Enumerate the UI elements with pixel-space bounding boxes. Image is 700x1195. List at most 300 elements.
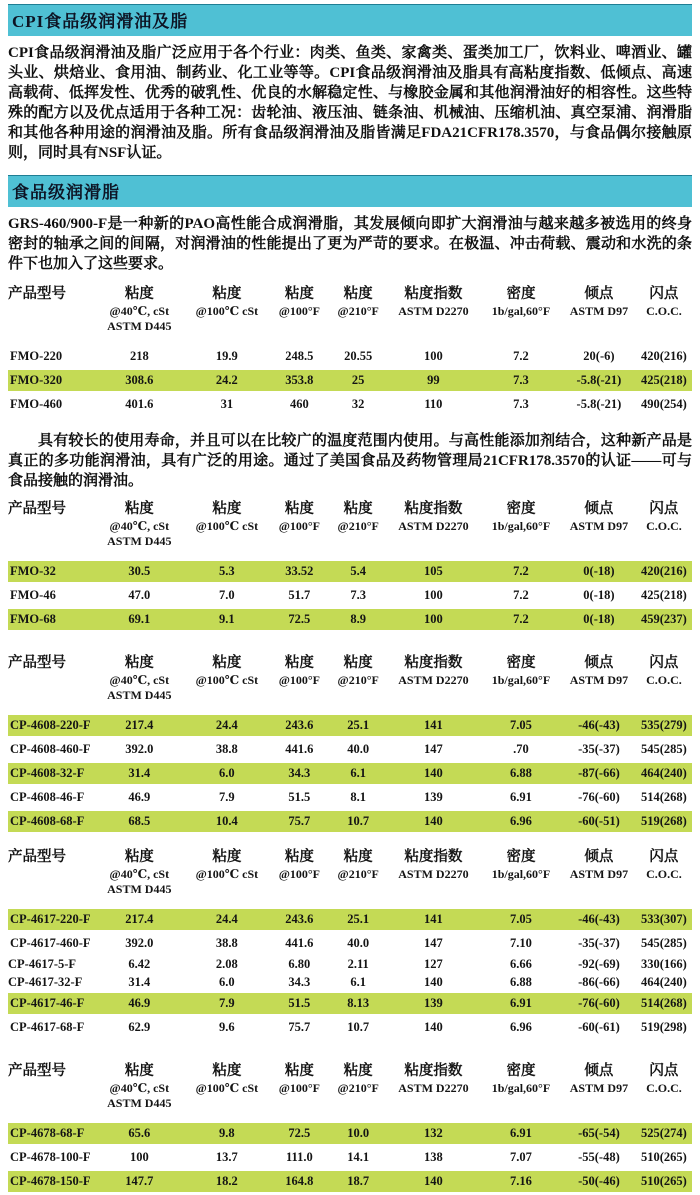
fmo-paragraph: 具有较长的使用寿命，并且可以在比较广的温度范围内使用。与高性能添加剂结合，这种新产品是真正的多功能润滑油，具有广泛的用途。通过了美国食品及药物管理局21CFR178.3570的认证——可与食品接触的润滑油。 — [8, 433, 692, 489]
column-header-subtitle: C.O.C. — [646, 867, 682, 881]
column-header-title: 产品型号 — [8, 501, 66, 517]
spec-value: 6.66 — [510, 957, 532, 971]
spec-value: 6.1 — [350, 975, 366, 989]
column-header — [184, 654, 269, 712]
column-header-title: 粘度指数 — [404, 286, 463, 302]
column-header-title: 粘度 — [284, 286, 314, 302]
spec-value: 51.5 — [288, 790, 311, 804]
table-row — [8, 811, 692, 832]
spec-value: 330(166) — [641, 957, 687, 971]
column-header-subtitle: 1b/gal,60°F — [491, 867, 551, 881]
column-header-subtitle: ASTM D2270 — [398, 519, 469, 533]
spec-value: 31 — [220, 397, 234, 411]
column-header-subtitle: @100℃ cSt — [195, 1081, 259, 1095]
column-header-title: 倾点 — [584, 1063, 614, 1079]
column-header — [269, 848, 329, 906]
spec-value: 425(218) — [636, 370, 692, 391]
spec-value: 545(285) — [641, 936, 687, 950]
spec-value: 100 — [424, 588, 443, 602]
spec-value: 441.6 — [285, 742, 314, 756]
spec-value: 7.2 — [480, 561, 562, 582]
column-header-title: 粘度 — [212, 655, 242, 671]
section-header-main-label: CPI食品级润滑油及脂 — [12, 12, 189, 31]
table-row — [8, 394, 692, 415]
spec-table — [8, 845, 692, 1041]
table-header-row — [8, 654, 692, 712]
column-header-subtitle: @100°F — [278, 1081, 320, 1095]
column-header-title: 粘度 — [343, 849, 373, 865]
column-header-title: 倾点 — [584, 849, 614, 865]
table-row — [8, 1171, 692, 1192]
spec-value: 127 — [424, 957, 443, 971]
column-header-title: 粘度 — [212, 849, 242, 865]
column-header-title: 密度 — [506, 655, 536, 671]
column-header-subtitle: ASTM D445 — [107, 1096, 172, 1110]
spec-value: 7.2 — [513, 349, 529, 363]
spec-value: 147.7 — [94, 1171, 184, 1192]
spec-table-fmo-heavy — [8, 282, 692, 418]
table-row — [8, 957, 692, 972]
column-header — [184, 500, 269, 558]
product-model: CP-4678-100-F — [10, 1150, 91, 1164]
table-row — [8, 609, 692, 630]
column-header — [387, 500, 480, 558]
column-header-title: 粘度 — [284, 849, 314, 865]
spec-value: 14.1 — [347, 1150, 370, 1164]
column-header-title: 粘度指数 — [404, 655, 463, 671]
column-header-title: 产品型号 — [8, 286, 66, 302]
spec-table-cp4678 — [8, 1059, 692, 1195]
spec-value: 420(216) — [636, 561, 692, 582]
column-header-title: 粘度 — [212, 1063, 242, 1079]
spec-value: 308.6 — [94, 370, 184, 391]
column-header-subtitle: @100°F — [278, 519, 320, 533]
spec-table-cp4608 — [8, 651, 692, 835]
column-header — [636, 848, 692, 906]
spec-value: 99 — [387, 370, 480, 391]
spec-value: 20.55 — [344, 349, 373, 363]
spec-value: -55(-48) — [578, 1150, 620, 1164]
column-header-title: 闪点 — [649, 655, 679, 671]
spec-value: 139 — [424, 790, 443, 804]
column-header — [8, 1062, 94, 1120]
column-header — [184, 285, 269, 343]
column-header-title: 粘度 — [284, 1063, 314, 1079]
column-header-subtitle: @210°F — [337, 867, 379, 881]
column-header — [329, 1062, 386, 1120]
spec-value: 141 — [387, 715, 480, 736]
table-row — [8, 346, 692, 367]
column-header — [387, 654, 480, 712]
spec-value: -87(-66) — [562, 763, 636, 784]
spec-value: -92(-69) — [578, 957, 620, 971]
spec-table-fmo-light — [8, 497, 692, 633]
spec-value: 392.0 — [125, 936, 154, 950]
product-model: FMO-320 — [8, 370, 94, 391]
column-header-title: 粘度 — [124, 286, 154, 302]
column-header-subtitle: ASTM D97 — [569, 867, 629, 881]
spec-value: -46(-43) — [562, 909, 636, 930]
product-model: CP-4617-460-F — [10, 936, 91, 950]
spec-value: -35(-37) — [578, 742, 620, 756]
column-header — [8, 654, 94, 712]
column-header-title: 产品型号 — [8, 655, 66, 671]
table-row — [8, 933, 692, 954]
column-header-title: 粘度 — [212, 286, 242, 302]
spec-value: 464(240) — [636, 763, 692, 784]
spec-value: 140 — [387, 763, 480, 784]
spec-value: 9.1 — [184, 609, 269, 630]
spec-value: 7.9 — [219, 790, 235, 804]
column-header-subtitle: ASTM D445 — [107, 534, 172, 548]
spec-value: 69.1 — [94, 609, 184, 630]
spec-value: 31.4 — [94, 763, 184, 784]
table-row — [8, 975, 692, 990]
spec-value: 25 — [329, 370, 386, 391]
column-header-subtitle: @40℃, cSt — [109, 519, 170, 533]
spec-value: 353.8 — [269, 370, 329, 391]
product-model: CP-4608-32-F — [8, 763, 94, 784]
spec-value: 75.7 — [269, 811, 329, 832]
column-header — [480, 500, 562, 558]
column-header-title: 粘度 — [124, 849, 154, 865]
spec-value: 141 — [387, 909, 480, 930]
column-header — [329, 848, 386, 906]
spec-table — [8, 282, 692, 418]
column-header-title: 粘度 — [284, 655, 314, 671]
column-header-subtitle: @40℃, cSt — [109, 867, 170, 881]
column-header-subtitle: ASTM D2270 — [398, 304, 469, 318]
spec-value: -86(-66) — [578, 975, 620, 989]
grease-paragraph: GRS-460/900-F是一种新的PAO高性能合成润滑脂，其发展倾向即扩大润滑油与越来越多被选用的终身密封的轴承之间的间隔，对润滑油的性能提出了更为严苛的要求。在极温、冲击荷载、震动和水洗的条件下也加入了这些要求。 — [8, 216, 692, 272]
spec-value: 217.4 — [94, 715, 184, 736]
spec-value: 25.1 — [329, 909, 386, 930]
spec-value: 243.6 — [269, 909, 329, 930]
table-row — [8, 715, 692, 736]
column-header-subtitle: @40℃, cSt — [109, 1081, 170, 1095]
spec-value: 243.6 — [269, 715, 329, 736]
spec-value: -76(-60) — [562, 993, 636, 1014]
spec-value: 6.0 — [184, 763, 269, 784]
column-header-subtitle: C.O.C. — [646, 304, 682, 318]
column-header-subtitle: 1b/gal,60°F — [491, 519, 551, 533]
column-header — [94, 848, 184, 906]
column-header — [269, 654, 329, 712]
column-header — [329, 654, 386, 712]
spec-value: 38.8 — [215, 742, 238, 756]
column-header — [562, 848, 636, 906]
spec-value: 30.5 — [94, 561, 184, 582]
spec-value: 7.05 — [480, 715, 562, 736]
column-header-subtitle: C.O.C. — [646, 519, 682, 533]
spec-value: 0(-18) — [562, 609, 636, 630]
column-header-title: 闪点 — [649, 286, 679, 302]
spec-value: 7.3 — [350, 588, 366, 602]
spec-value: 140 — [424, 1020, 443, 1034]
column-header-title: 密度 — [506, 286, 536, 302]
spec-value: 46.9 — [94, 993, 184, 1014]
spec-value: -5.8(-21) — [576, 397, 622, 411]
column-header-title: 产品型号 — [8, 1063, 66, 1079]
column-header-title: 粘度指数 — [404, 501, 463, 517]
spec-value: 460 — [289, 397, 309, 411]
column-header — [269, 285, 329, 343]
spec-value: 10.4 — [184, 811, 269, 832]
spec-table — [8, 1059, 692, 1195]
spec-value: 140 — [387, 1171, 480, 1192]
table-row — [8, 739, 692, 760]
section-header-grease — [8, 175, 692, 207]
spec-value: 46.9 — [128, 790, 151, 804]
spec-value: 51.7 — [288, 588, 311, 602]
spec-value: 459(237) — [636, 609, 692, 630]
table-header-row — [8, 848, 692, 906]
spec-value: 8.13 — [329, 993, 386, 1014]
column-header-subtitle: 1b/gal,60°F — [491, 1081, 551, 1095]
column-header-subtitle: C.O.C. — [646, 673, 682, 687]
column-header-subtitle: 1b/gal,60°F — [491, 304, 551, 318]
spec-value: 525(274) — [636, 1123, 692, 1144]
spec-value: 6.96 — [510, 1020, 532, 1034]
column-header — [94, 654, 184, 712]
column-header-subtitle: @210°F — [337, 673, 379, 687]
spec-value: 510(265) — [641, 1150, 687, 1164]
column-header-title: 粘度指数 — [404, 1063, 463, 1079]
column-header-subtitle: ASTM D97 — [569, 304, 629, 318]
column-header-title: 倾点 — [584, 286, 614, 302]
spec-value: 0(-18) — [583, 588, 615, 602]
column-header-subtitle: ASTM D445 — [107, 688, 172, 702]
column-header — [562, 654, 636, 712]
column-header — [387, 848, 480, 906]
spec-value: 6.80 — [288, 957, 311, 971]
product-model: CP-4617-32-F — [8, 975, 83, 989]
column-header-subtitle: ASTM D445 — [107, 319, 172, 333]
spec-value: 24.4 — [184, 909, 269, 930]
spec-value: 6.42 — [128, 957, 151, 971]
column-header — [636, 500, 692, 558]
column-header-title: 闪点 — [649, 1063, 679, 1079]
spec-value: 10.0 — [329, 1123, 386, 1144]
spec-value: 7.0 — [219, 588, 235, 602]
spec-value: 514(268) — [641, 790, 687, 804]
spec-table-cp4617 — [8, 845, 692, 1041]
column-header-subtitle: ASTM D97 — [569, 519, 629, 533]
spec-value: 18.7 — [329, 1171, 386, 1192]
column-header-title: 粘度 — [284, 501, 314, 517]
spec-value: 6.91 — [480, 1123, 562, 1144]
spec-value: 533(307) — [636, 909, 692, 930]
column-header — [94, 500, 184, 558]
column-header — [480, 848, 562, 906]
spec-value: 7.05 — [480, 909, 562, 930]
column-header — [480, 654, 562, 712]
table-row — [8, 787, 692, 808]
product-model: FMO-220 — [10, 349, 63, 363]
spec-value: 40.0 — [347, 742, 370, 756]
column-header-subtitle: @100°F — [278, 673, 320, 687]
spec-value: 490(254) — [641, 397, 687, 411]
column-header-title: 倾点 — [584, 655, 614, 671]
column-header — [8, 285, 94, 343]
spec-value: 392.0 — [125, 742, 154, 756]
spec-value: .70 — [513, 742, 529, 756]
spec-value: 147 — [424, 742, 443, 756]
spec-value: 72.5 — [269, 1123, 329, 1144]
spec-value: 7.16 — [480, 1171, 562, 1192]
spec-value: 401.6 — [125, 397, 154, 411]
column-header-subtitle: ASTM D2270 — [398, 1081, 469, 1095]
spec-value: 514(268) — [636, 993, 692, 1014]
spec-value: 40.0 — [347, 936, 370, 950]
spec-value: 7.3 — [480, 370, 562, 391]
product-model: CP-4608-46-F — [10, 790, 85, 804]
spec-value: 72.5 — [269, 609, 329, 630]
column-header — [94, 1062, 184, 1120]
spec-value: 62.9 — [128, 1020, 151, 1034]
product-model: CP-4678-68-F — [8, 1123, 94, 1144]
spec-value: 138 — [424, 1150, 443, 1164]
column-header — [8, 848, 94, 906]
column-header-subtitle: ASTM D2270 — [398, 673, 469, 687]
spec-value: 19.9 — [215, 349, 238, 363]
spec-value: 6.91 — [480, 993, 562, 1014]
spec-value: 140 — [387, 811, 480, 832]
spec-value: 7.2 — [513, 588, 529, 602]
spec-value: 510(265) — [636, 1171, 692, 1192]
spec-value: 47.0 — [128, 588, 151, 602]
table-header-row — [8, 500, 692, 558]
column-header — [562, 500, 636, 558]
product-model: CP-4678-150-F — [8, 1171, 94, 1192]
product-model: FMO-32 — [8, 561, 94, 582]
column-header-subtitle: @210°F — [337, 519, 379, 533]
product-model: CP-4608-220-F — [8, 715, 94, 736]
spec-value: -5.8(-21) — [562, 370, 636, 391]
column-header-title: 粘度 — [343, 655, 373, 671]
spec-value: 6.88 — [480, 763, 562, 784]
spec-value: 24.4 — [184, 715, 269, 736]
table-row — [8, 1017, 692, 1038]
spec-value: 6.1 — [329, 763, 386, 784]
column-header-subtitle: C.O.C. — [646, 1081, 682, 1095]
column-header — [636, 654, 692, 712]
spec-value: 34.3 — [269, 763, 329, 784]
column-header-title: 密度 — [506, 849, 536, 865]
spec-value: 147 — [424, 936, 443, 950]
table-row — [8, 585, 692, 606]
column-header — [480, 1062, 562, 1120]
column-header-subtitle: @210°F — [337, 1081, 379, 1095]
spec-value: 9.8 — [184, 1123, 269, 1144]
product-model: FMO-46 — [10, 588, 56, 602]
spec-table — [8, 497, 692, 633]
column-header — [387, 1062, 480, 1120]
spec-value: 51.5 — [269, 993, 329, 1014]
spec-value: 10.7 — [347, 1020, 370, 1034]
table-row — [8, 561, 692, 582]
spec-value: 2.11 — [347, 957, 369, 971]
spec-value: 7.2 — [480, 609, 562, 630]
spec-value: 38.8 — [215, 936, 238, 950]
column-header-title: 密度 — [506, 1063, 536, 1079]
column-header — [480, 285, 562, 343]
spec-value: 519(298) — [641, 1020, 687, 1034]
product-model: FMO-460 — [10, 397, 63, 411]
spec-value: 139 — [387, 993, 480, 1014]
spec-value: 7.10 — [510, 936, 532, 950]
spec-value: -46(-43) — [562, 715, 636, 736]
spec-value: 20(-6) — [583, 349, 615, 363]
spec-value: 140 — [424, 975, 443, 989]
column-header-subtitle: @100℃ cSt — [195, 519, 259, 533]
column-header — [636, 285, 692, 343]
intro-paragraph: CPI食品级润滑油及脂广泛应用于各个行业：肉类、鱼类、家禽类、蛋类加工厂，饮料业、啤酒业、罐头业、烘焙业、食用油、制药业、化工业等等。CPI食品级润滑油及脂具有高粘度指数、低倾点、高速高载荷、低挥发性、优秀的破乳性、优良的水解稳定性、与橡胶金属和其他润滑油好的相容性。这些特殊的配方以及优点适用于各种工况：齿轮油、液压油、链条油、机械油、压缩机油、真空泵浦、润滑脂和其他各种用途的润滑油及脂。所有食品级润滑油及脂皆满足FDA21CFR178.3570，与食品偶尔接触原则，同时具有NSF认证。 — [8, 45, 692, 161]
spec-value: 164.8 — [269, 1171, 329, 1192]
column-header-title: 闪点 — [649, 849, 679, 865]
spec-value: 6.0 — [219, 975, 235, 989]
spec-value: 441.6 — [285, 936, 314, 950]
spec-value: 7.3 — [513, 397, 529, 411]
table-row — [8, 1147, 692, 1168]
spec-value: 464(240) — [641, 975, 687, 989]
spec-value: 100 — [387, 609, 480, 630]
spec-value: 420(216) — [641, 349, 687, 363]
table-row — [8, 993, 692, 1014]
spec-value: 6.96 — [480, 811, 562, 832]
spec-value: 10.7 — [329, 811, 386, 832]
section-header-main — [8, 4, 692, 36]
column-header-subtitle: @40℃, cSt — [109, 673, 170, 687]
column-header — [329, 285, 386, 343]
column-header-subtitle: @100℃ cSt — [195, 304, 259, 318]
spec-value: 75.7 — [288, 1020, 311, 1034]
spec-value: 5.4 — [329, 561, 386, 582]
column-header-title: 产品型号 — [8, 849, 66, 865]
column-header-title: 粘度指数 — [404, 849, 463, 865]
table-header-row — [8, 1062, 692, 1120]
spec-value: 6.91 — [510, 790, 532, 804]
column-header — [184, 1062, 269, 1120]
column-header — [387, 285, 480, 343]
table-row — [8, 763, 692, 784]
spec-value: 34.3 — [288, 975, 311, 989]
column-header — [184, 848, 269, 906]
spec-value: 25.1 — [329, 715, 386, 736]
column-header-subtitle: ASTM D97 — [569, 1081, 629, 1095]
column-header — [562, 285, 636, 343]
spec-value: 8.9 — [329, 609, 386, 630]
column-header-title: 粘度 — [124, 655, 154, 671]
spec-value: -60(-61) — [578, 1020, 620, 1034]
spec-value: 6.88 — [510, 975, 532, 989]
column-header-title: 粘度 — [343, 286, 373, 302]
spec-value: 105 — [387, 561, 480, 582]
spec-value: 8.1 — [350, 790, 366, 804]
spec-value: 5.3 — [184, 561, 269, 582]
spec-value: 9.6 — [219, 1020, 235, 1034]
section-header-grease-label: 食品级润滑脂 — [12, 183, 120, 202]
column-header-title: 粘度 — [212, 501, 242, 517]
product-model: CP-4617-5-F — [8, 957, 77, 971]
spec-value: 545(285) — [641, 742, 687, 756]
column-header — [636, 1062, 692, 1120]
column-header-subtitle: @100°F — [278, 867, 320, 881]
spec-value: 535(279) — [636, 715, 692, 736]
column-header — [269, 500, 329, 558]
product-model: FMO-68 — [8, 609, 94, 630]
column-header-title: 闪点 — [649, 501, 679, 517]
